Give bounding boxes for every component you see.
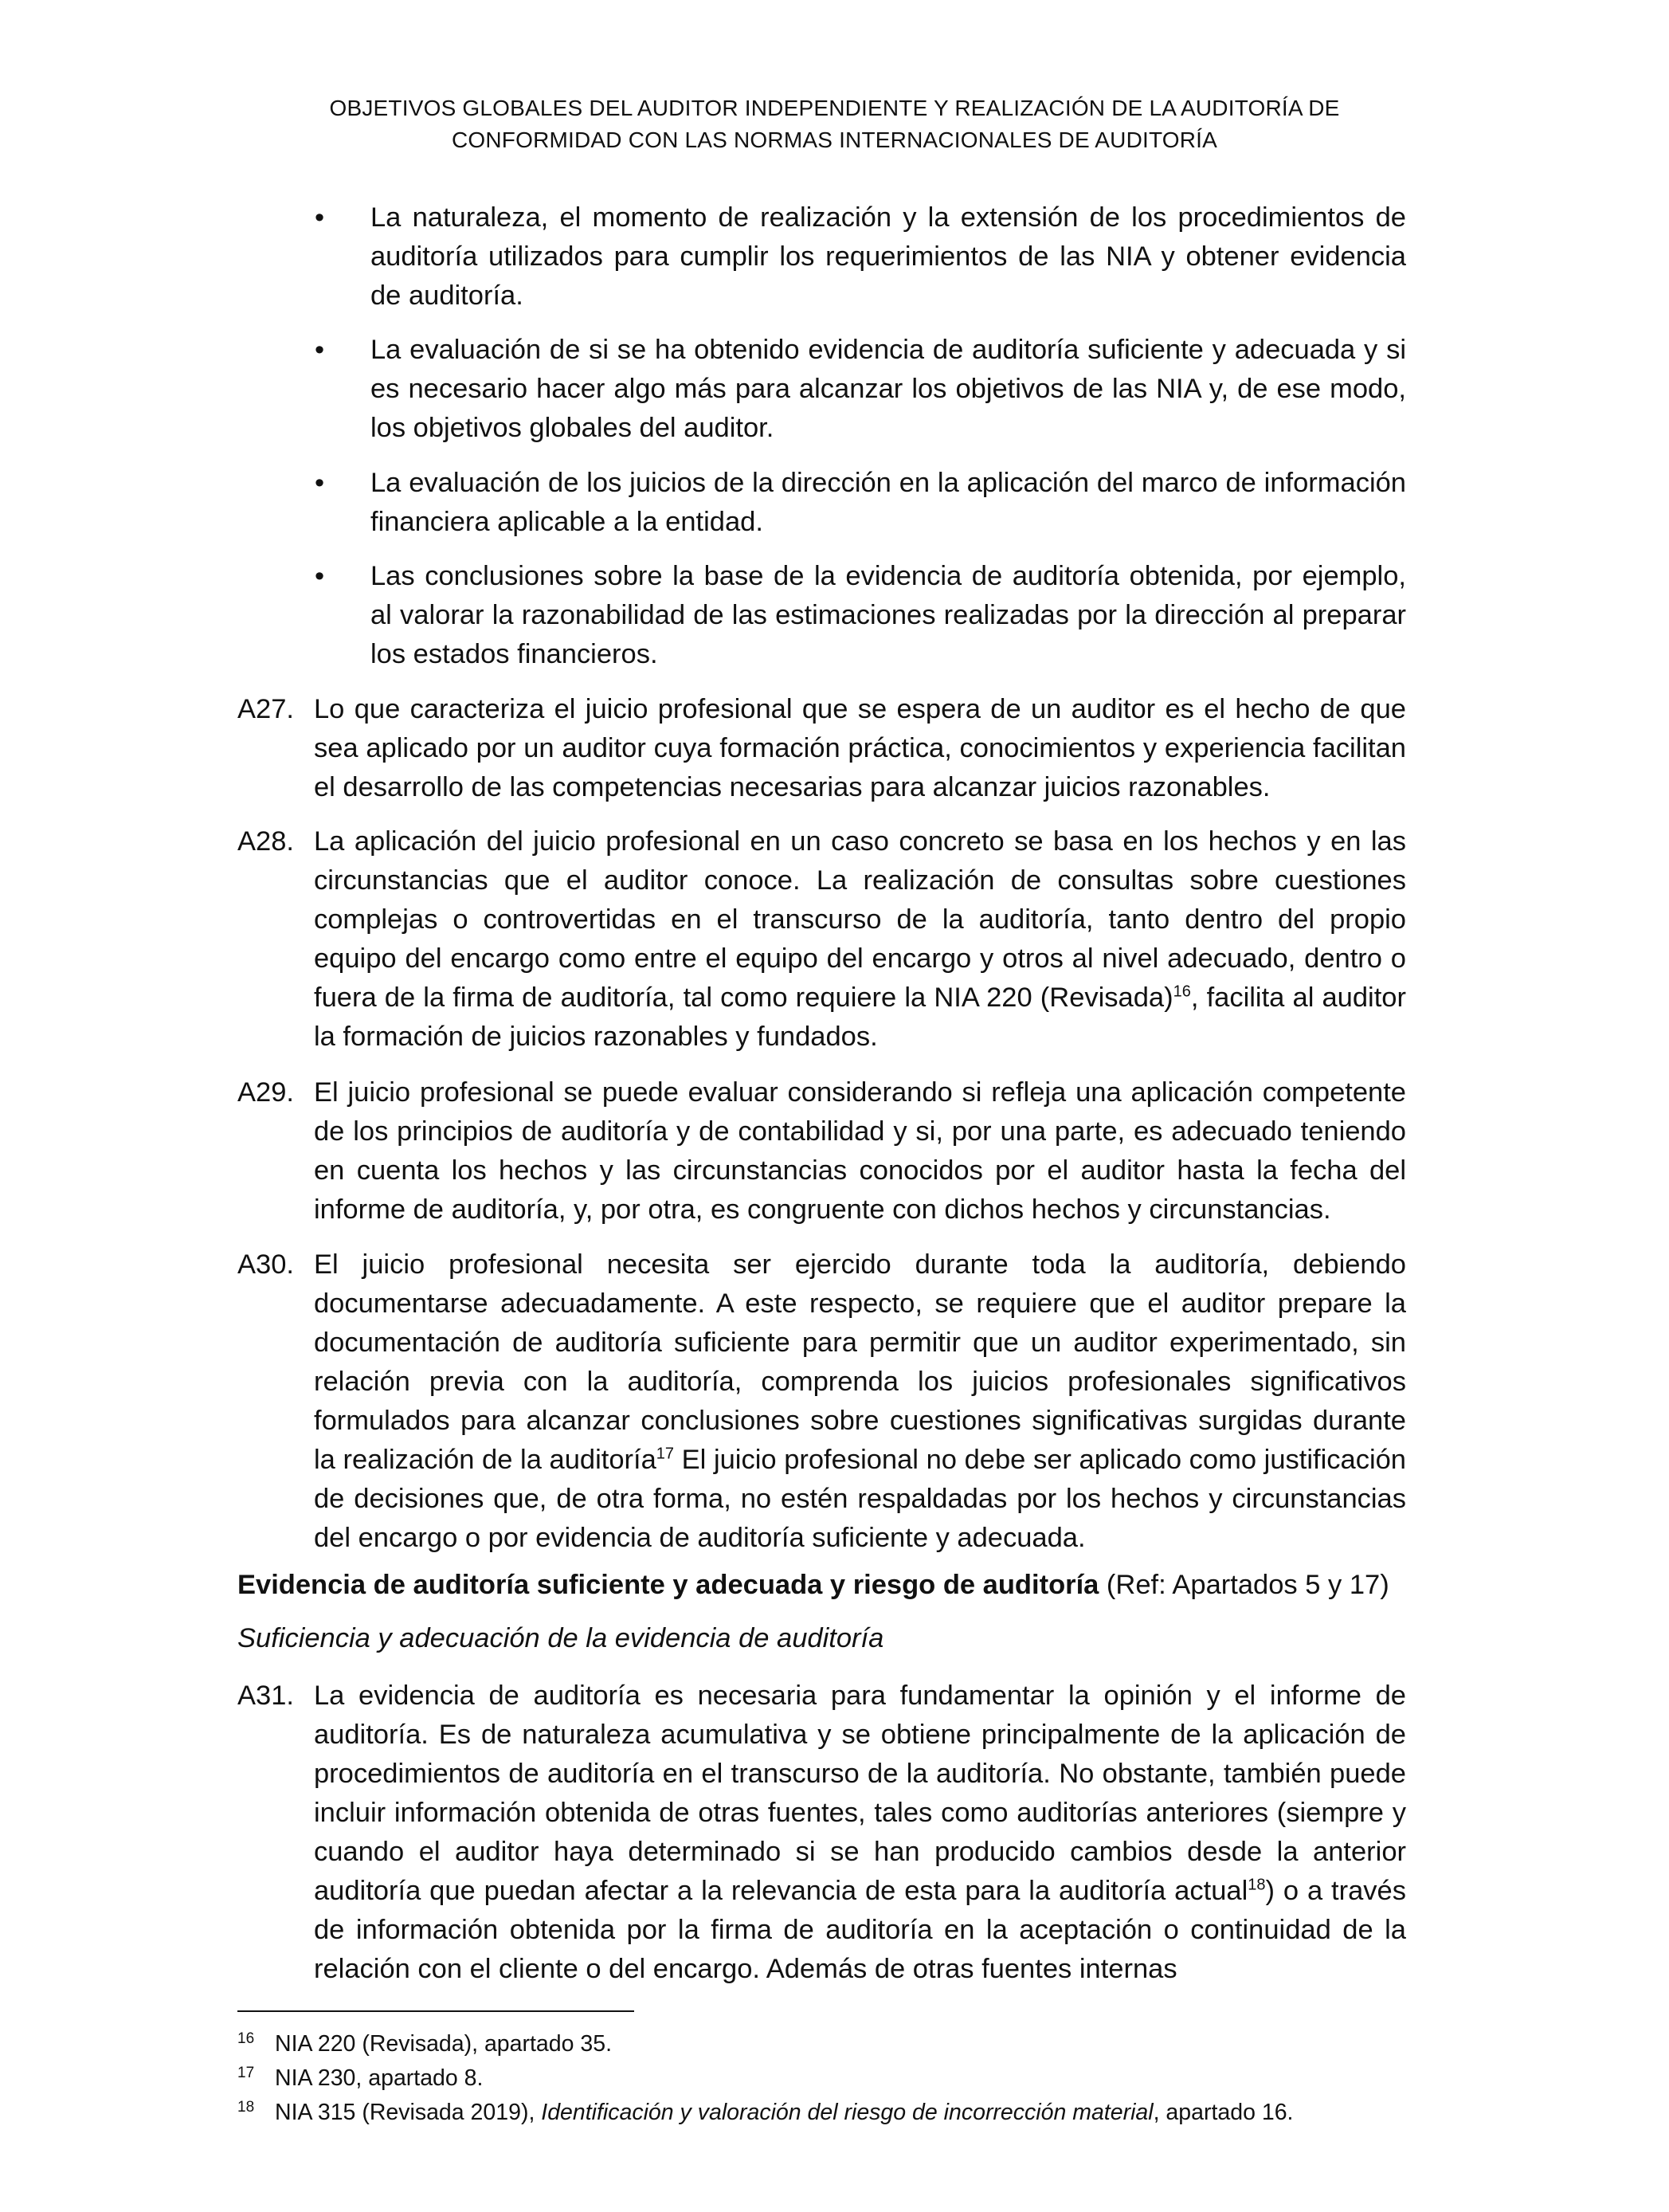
paragraph-number: A30. bbox=[237, 1249, 294, 1280]
paragraph-text: El juicio profesional se puede evaluar considerando si refleja una aplicación competente de los principios de auditoría y de contabilidad y si, por una parte, es adecuado teniendo en cuenta los hechos y las circunstancias conocidos por el auditor hasta la fecha del informe de auditoría, y, por otra, es congruente con dichos hechos y circunstancias. bbox=[314, 1077, 1406, 1225]
footnote-text-end: , apartado 16. bbox=[1153, 2100, 1294, 2125]
bullet-marker: • bbox=[315, 561, 325, 591]
bullet-marker: • bbox=[315, 202, 325, 233]
running-header bbox=[0, 92, 1669, 156]
section-heading bbox=[237, 1566, 1389, 1605]
footnote-ref-18[interactable]: 18 bbox=[1248, 1876, 1266, 1894]
paragraph-text-cont: El juicio profesional no debe ser aplicado como justificación de decisiones que, de otra forma, no estén respaldadas por los hechos y circunstancias del encargo o por evidencia de auditoría suficiente y adecuada. bbox=[314, 1445, 1406, 1553]
footnote-ref-17[interactable]: 17 bbox=[656, 1445, 675, 1463]
bullet-marker: • bbox=[315, 335, 325, 365]
footnote-title-italic: Identificación y valoración del riesgo de incorrección material bbox=[541, 2100, 1154, 2125]
header-line-2: CONFORMIDAD CON LAS NORMAS INTERNACIONALES DE AUDITORÍA bbox=[451, 127, 1218, 152]
paragraph-a31 bbox=[237, 1677, 1406, 1989]
bullet-item bbox=[315, 198, 1406, 316]
footnote-text: NIA 220 (Revisada), apartado 35. bbox=[275, 2031, 613, 2057]
paragraph-text: La aplicación del juicio profesional en un caso concreto se basa en los hechos y en las circunstancias que el auditor conoce. La realización de consultas sobre cuestiones complejas o controvertidas en el transcurso de la auditoría, tanto dentro del propio equipo del encargo como entre el equipo del encargo y otros al nivel adecuado, dentro o fuera de la firma de auditoría, tal como requiere la NIA 220 (Revisada) bbox=[314, 826, 1406, 1013]
footnote-number: 16 bbox=[237, 2030, 255, 2047]
footnote-text: NIA 230, apartado 8. bbox=[275, 2065, 484, 2091]
paragraph-a29 bbox=[237, 1073, 1406, 1230]
paragraph-number: A31. bbox=[237, 1681, 294, 1711]
bullet-text: La naturaleza, el momento de realización y la extensión de los procedimientos de auditoría utilizados para cumplir los requerimientos de las NIA y obtener evidencia de auditoría. bbox=[370, 202, 1406, 311]
footnote-number: 17 bbox=[237, 2065, 255, 2081]
footnote-text-start: NIA 315 (Revisada 2019), bbox=[275, 2100, 542, 2125]
paragraph-number: A29. bbox=[237, 1077, 294, 1108]
section-heading-title: Evidencia de auditoría suficiente y adecuada y riesgo de auditoría bbox=[237, 1570, 1099, 1600]
bullet-text: La evaluación de si se ha obtenido evidencia de auditoría suficiente y adecuada y si es necesario hacer algo más para alcanzar los objetivos de las NIA y, de ese modo, los objetivos globales del auditor. bbox=[370, 335, 1406, 443]
bullet-text: La evaluación de los juicios de la dirección en la aplicación del marco de información financiera aplicable a la entidad. bbox=[370, 468, 1406, 537]
section-subheading: Suficiencia y adecuación de la evidencia de auditoría bbox=[237, 1623, 884, 1653]
paragraph-number: A28. bbox=[237, 826, 294, 857]
paragraph-text: El juicio profesional necesita ser ejercido durante toda la auditoría, debiendo documentarse adecuadamente. A este respecto, se requiere que el auditor prepare la documentación de auditoría suficiente para permitir que un auditor experimentado, sin relación previa con la auditoría, comprenda los juicios profesionales significativos formulados para alcanzar conclusiones sobre cuestiones significativas surgidas durante la realización de la auditoría bbox=[314, 1249, 1406, 1475]
bullet-item bbox=[315, 557, 1406, 674]
bullet-text: Las conclusiones sobre la base de la evidencia de auditoría obtenida, por ejemplo, al valorar la razonabilidad de las estimaciones realizadas por la dirección al preparar los estados financieros. bbox=[370, 561, 1406, 669]
paragraph-a27 bbox=[237, 690, 1406, 807]
paragraph-number: A27. bbox=[237, 694, 294, 724]
paragraph-text-cont: , facilita al auditor la formación de juicios razonables y fundados. bbox=[314, 982, 1406, 1052]
bullet-item bbox=[315, 464, 1406, 542]
footnote-number: 18 bbox=[237, 2099, 255, 2116]
paragraph-text-cont: ) o a través de información obtenida por la firma de auditoría en la aceptación o continuidad de la relación con el cliente o del encargo. Además de otras fuentes internas bbox=[314, 1876, 1406, 1984]
paragraph-a28 bbox=[237, 822, 1406, 1057]
paragraph-a30 bbox=[237, 1245, 1406, 1558]
paragraph-text: Lo que caracteriza el juicio profesional que se espera de un auditor es el hecho de que sea aplicado por un auditor cuya formación práctica, conocimientos y experiencia facilitan el desarrollo de las competencias necesarias para alcanzar juicios razonables. bbox=[314, 694, 1406, 802]
footnote-ref-16[interactable]: 16 bbox=[1173, 982, 1191, 1001]
header-line-1: OBJETIVOS GLOBALES DEL AUDITOR INDEPENDIENTE Y REALIZACIÓN DE LA AUDITORÍA DE bbox=[329, 96, 1340, 120]
footnote-divider bbox=[237, 2010, 634, 2012]
footnote-text bbox=[275, 2096, 1293, 2128]
section-heading-ref: (Ref: Apartados 5 y 17) bbox=[1099, 1570, 1389, 1600]
bullet-item bbox=[315, 331, 1406, 448]
bullet-marker: • bbox=[315, 468, 325, 498]
paragraph-text: La evidencia de auditoría es necesaria para fundamentar la opinión y el informe de auditoría. Es de naturaleza acumulativa y se obtiene principalmente de la aplicación de procedimientos de auditoría en el transcurso de la auditoría. No obstante, también puede incluir información obtenida de otras fuentes, tales como auditorías anteriores (siempre y cuando el auditor haya determinado si se han producido cambios desde la anterior auditoría que puedan afectar a la relevancia de esta para la auditoría actual bbox=[314, 1681, 1406, 1906]
